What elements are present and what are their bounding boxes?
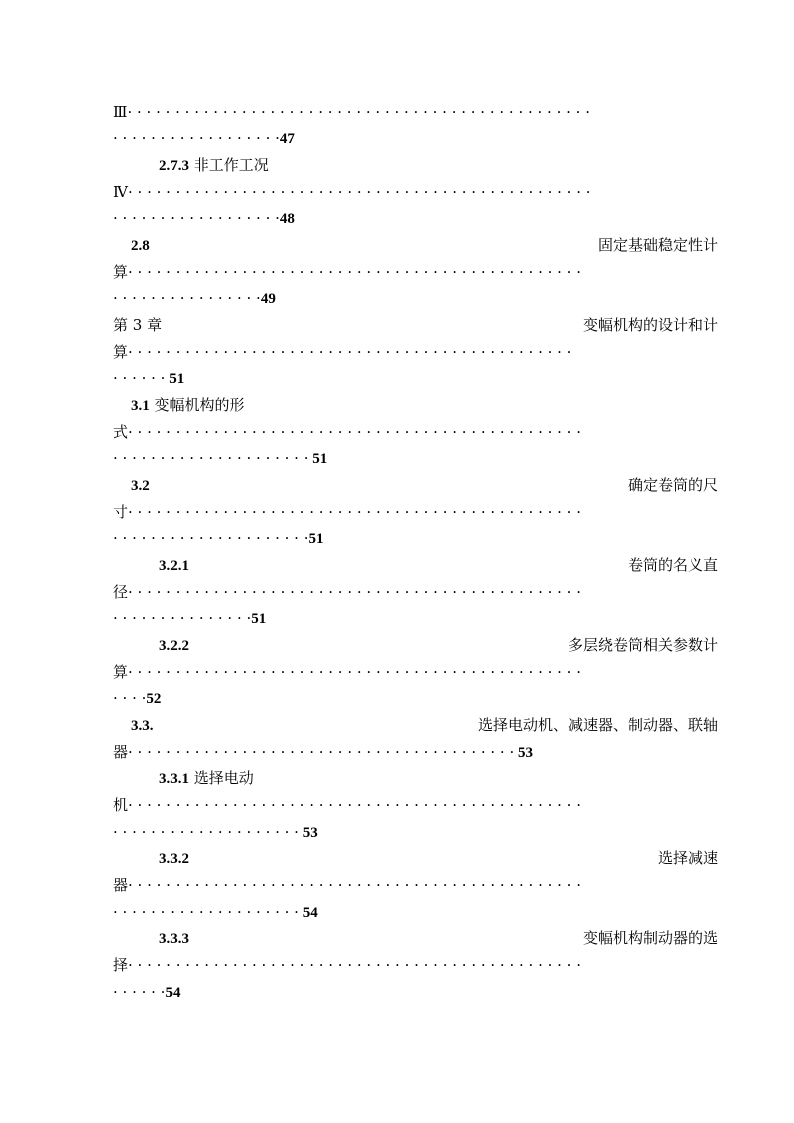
toc-line (113, 101, 718, 123)
toc-line (113, 954, 718, 976)
page-number[interactable]: 53 (514, 745, 533, 761)
entry-title: 寸 (113, 503, 129, 521)
page-number[interactable]: 51 (251, 611, 267, 627)
section-number: 3.2 (131, 478, 150, 494)
page-number[interactable]: 54 (165, 985, 181, 1001)
toc-line (113, 181, 718, 203)
toc-entry-text (113, 767, 254, 789)
entry-title-right: 确定卷筒的尺 (627, 476, 718, 494)
toc-line (113, 581, 718, 603)
toc-line (113, 127, 718, 149)
page-number[interactable]: 47 (279, 131, 295, 147)
toc-entry-text (113, 367, 184, 389)
toc-entry-text (113, 394, 245, 416)
toc-line (113, 687, 718, 709)
leader-dots: · · · · · · · · · · · · · · · · (113, 289, 261, 307)
leader-dots: · · · · · · · · · · · · · · · · · · · · · (113, 449, 309, 467)
entry-title-right: 选择减速 (657, 849, 718, 867)
toc-line (113, 661, 718, 683)
toc-entry-text (113, 954, 581, 976)
toc-line (113, 287, 718, 309)
toc-entry-text (113, 607, 266, 629)
toc-entry-text (113, 421, 581, 443)
leader-dots: · · · · · · · · · · · · · · · · · · · · · · · · · · · · · · · · · · · · · · · · · · · · · · · (128, 343, 572, 361)
toc-entry-text (113, 847, 189, 869)
toc-line (113, 794, 718, 816)
toc-entry-text (113, 341, 571, 363)
entry-title-right: 选择电动机、减速器、制动器、联轴 (477, 716, 718, 734)
toc-entry-text (113, 101, 590, 123)
section-number: 3.3.2 (159, 851, 189, 867)
section-number: 3.3.3 (159, 931, 189, 947)
leader-dots: · · · · · · · · · · · · · · · (113, 609, 252, 627)
page-number[interactable]: 53 (298, 825, 318, 841)
toc-line (113, 314, 718, 336)
page-number[interactable]: 52 (146, 691, 162, 707)
leader-dots: · · · · · · (113, 983, 166, 1001)
entry-title: 择 (113, 956, 129, 974)
section-number: 3.2.2 (159, 638, 189, 654)
section-number: 3.1 (131, 398, 150, 414)
toc-entry-text (113, 447, 327, 469)
entry-title-right: 多层绕卷筒相关参数计 (567, 636, 718, 654)
entry-title: 器 (113, 876, 129, 894)
section-number: 3.3.1 (159, 771, 189, 787)
toc-entry-text (113, 207, 295, 229)
toc-line (113, 261, 718, 283)
page-number[interactable]: 51 (165, 371, 185, 387)
leader-dots: · · · · · · · · · · · · · · · · · · · · · · · · · · · · · · · · · · · · · · · · · · · · · · · · (128, 663, 581, 681)
toc-entry-text (113, 314, 162, 336)
leader-dots: · · · · · · · · · · · · · · · · · · · · (113, 823, 299, 841)
entry-title-right: 卷筒的名义直 (627, 556, 718, 574)
leader-dots: · · · · · · (113, 369, 166, 387)
page-number[interactable]: 51 (308, 531, 324, 547)
toc-line (113, 474, 718, 496)
entry-title: 径 (113, 583, 129, 601)
toc-line (113, 874, 718, 896)
entry-title: 机 (113, 796, 129, 814)
toc-line (113, 847, 718, 869)
toc-entry-text (113, 661, 581, 683)
leader-dots: · · · · · · · · · · · · · · · · · · (113, 129, 280, 147)
toc-entry-text (113, 501, 581, 523)
toc-entry-text (113, 287, 276, 309)
entry-title: 算 (113, 343, 129, 361)
page-number[interactable]: 54 (298, 905, 318, 921)
toc-line (113, 634, 718, 656)
toc-entry-text (113, 687, 161, 709)
leader-dots: · · · · · · · · · · · · · · · · · · · · · · · · · · · · · · · · · · · · · · · · · · · · · · · · (128, 956, 581, 974)
leader-dots: · · · · · · · · · · · · · · · · · · · · · · · · · · · · · · · · · · · · · · · · · · · · · · · · (128, 796, 581, 814)
entry-title: 选择电动 (189, 769, 254, 787)
toc-line (113, 367, 718, 389)
toc-entry-text (113, 714, 154, 736)
toc-entry-text (113, 127, 295, 149)
toc-line (113, 421, 718, 443)
toc-line (113, 207, 718, 229)
entry-title-right: 变幅机构制动器的选 (582, 929, 718, 947)
toc-line (113, 927, 718, 949)
toc-line (113, 901, 718, 923)
leader-dots: · · · · · · · · · · · · · · · · · · · · (113, 903, 299, 921)
leader-dots: · · · · (113, 689, 147, 707)
section-number: 2.7.3 (159, 158, 189, 174)
toc-entry-text (113, 261, 581, 283)
toc-line (113, 234, 718, 256)
toc-entry-text (113, 474, 150, 496)
toc-line (113, 767, 718, 789)
toc-entry-text (113, 634, 189, 656)
leader-dots: · · · · · · · · · · · · · · · · · · · · · · · · · · · · · · · · · · · · · · · · · · · · · · · · · (128, 183, 591, 201)
entry-title: 非工作工况 (189, 156, 269, 174)
toc-entry-text (113, 554, 189, 576)
section-number: 3.3. (131, 718, 154, 734)
toc-line (113, 741, 718, 763)
toc-entry-text (113, 527, 324, 549)
leader-dots: · · · · · · · · · · · · · · · · · · (113, 209, 280, 227)
toc-entry-text (113, 901, 318, 923)
leader-dots: · · · · · · · · · · · · · · · · · · · · · · · · · · · · · · · · · · · · · · · · · · · · · · · · (128, 263, 581, 281)
toc-entry-text (113, 234, 150, 256)
entry-title: 式 (113, 423, 129, 441)
leader-dots: · · · · · · · · · · · · · · · · · · · · · · · · · · · · · · · · · · · · · · · · · · · · · · · · (128, 503, 581, 521)
toc-line (113, 607, 718, 629)
entry-title: 算 (113, 263, 129, 281)
entry-title-right: 固定基础稳定性计 (597, 236, 718, 254)
toc-line (113, 447, 718, 469)
entry-title-right: 变幅机构的设计和计 (582, 316, 718, 334)
toc-line (113, 527, 718, 549)
section-number: 2.8 (131, 238, 150, 254)
toc-line (113, 554, 718, 576)
toc-entry-text (113, 794, 581, 816)
toc-entry-text (113, 981, 180, 1003)
leader-dots: · · · · · · · · · · · · · · · · · · · · · · · · · · · · · · · · · · · · · · · · · · · · · · · · (128, 876, 581, 894)
entry-title: 第 3 章 (113, 316, 163, 334)
toc-entry-text (113, 581, 581, 603)
toc-entry-text (113, 741, 533, 763)
toc-line (113, 981, 718, 1003)
toc-line (113, 821, 718, 843)
toc-line (113, 154, 718, 176)
leader-dots: · · · · · · · · · · · · · · · · · · · · · · · · · · · · · · · · · · · · · · · · · · · · · · · · · (127, 103, 590, 121)
entry-title: 器 (113, 743, 129, 761)
toc-entry-text (113, 154, 269, 176)
toc-entry-text (113, 821, 318, 843)
entry-title: 变幅机构的形 (149, 396, 245, 414)
leader-dots: · · · · · · · · · · · · · · · · · · · · · (113, 529, 309, 547)
entry-title: Ⅳ (113, 183, 128, 201)
leader-dots: · · · · · · · · · · · · · · · · · · · · · · · · · · · · · · · · · · · · · · · · · · · · · · · · (128, 583, 581, 601)
toc-entry-text (113, 874, 581, 896)
page-number[interactable]: 49 (260, 291, 276, 307)
toc-line (113, 394, 718, 416)
leader-dots: · · · · · · · · · · · · · · · · · · · · · · · · · · · · · · · · · · · · · · · · · (128, 743, 515, 761)
entry-title: Ⅲ (113, 103, 128, 121)
toc-line (113, 714, 718, 736)
toc-entry-text (113, 927, 189, 949)
toc-line (113, 341, 718, 363)
leader-dots: · · · · · · · · · · · · · · · · · · · · · · · · · · · · · · · · · · · · · · · · · · · · · · · · (128, 423, 581, 441)
toc-entry-text (113, 181, 591, 203)
toc-line (113, 501, 718, 523)
page-number[interactable]: 48 (279, 211, 295, 227)
entry-title: 算 (113, 663, 129, 681)
section-number: 3.2.1 (159, 558, 189, 574)
page-number[interactable]: 51 (308, 451, 328, 467)
